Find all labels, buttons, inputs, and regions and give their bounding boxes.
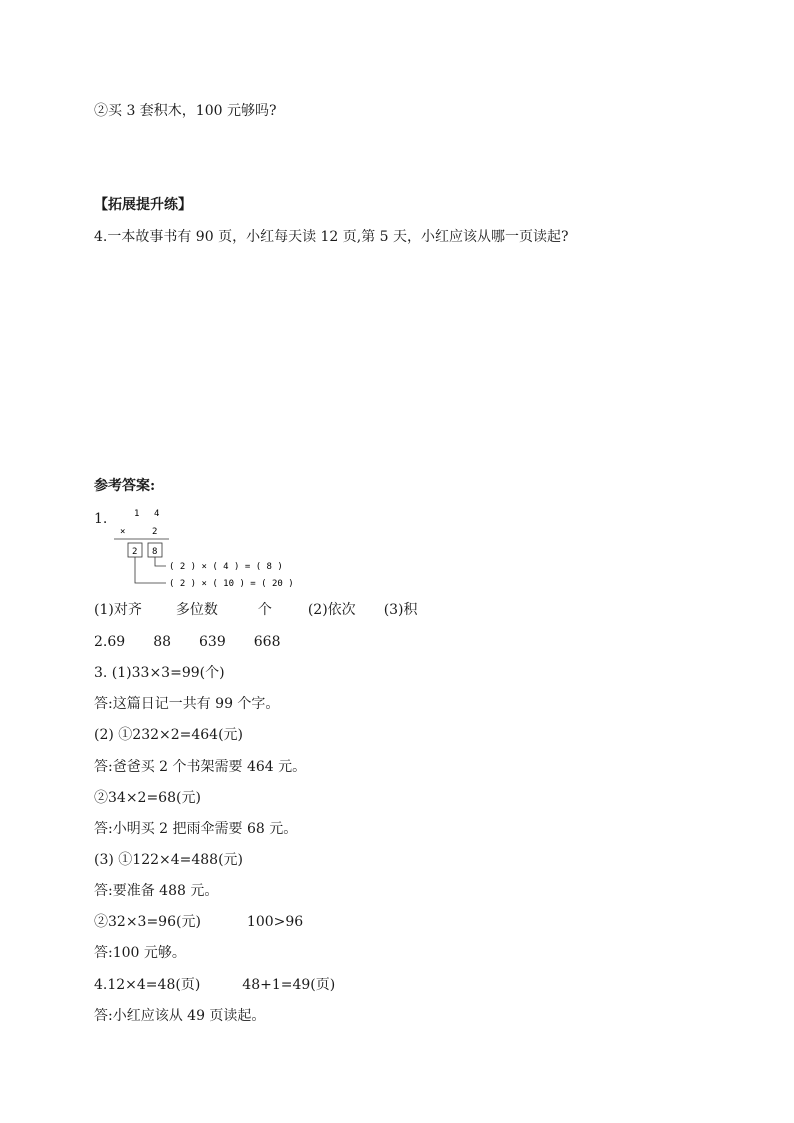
answer-2-value: 668 [253, 634, 281, 650]
answer-3-line: 答:要准备 488 元。 [94, 883, 219, 899]
answer-3-line-with-compare [94, 913, 303, 931]
question-2-part-2: ②买 3 套积木，100 元够吗? [94, 103, 277, 119]
top-digit: 4 [154, 509, 160, 519]
answer-3-line: ②34×2=68(元) [94, 790, 201, 806]
answer-3-line: (2) ①232×2=464(元) [94, 727, 244, 743]
answer-1-fill-items [94, 601, 418, 619]
fill-item: (3)积 [383, 602, 418, 618]
fill-item: 个 [257, 602, 272, 618]
answer-3-line: 答:小明买 2 把雨伞需要 68 元。 [94, 821, 298, 837]
top-digit: 1 [134, 509, 140, 519]
multiplier-digit: 2 [152, 527, 158, 537]
fill-item: (1)对齐 [94, 602, 142, 618]
section-title-extension: 【拓展提升练】 [94, 197, 192, 213]
answer-3-line: 答:爸爸买 2 个书架需要 464 元。 [94, 759, 307, 775]
answer-2-label: 2. [94, 634, 108, 650]
question-4: 4.一本故事书有 90 页，小红每天读 12 页,第 5 天，小红应该从哪一页读起? [94, 229, 569, 245]
fill-item: (2)依次 [307, 602, 356, 618]
answer-2-value: 88 [153, 634, 172, 650]
multiply-sign: × [120, 527, 126, 537]
answer-2-value: 639 [199, 634, 226, 650]
answer-3-line: 答:这篇日记一共有 99 个字。 [94, 696, 280, 712]
result-digit: 2 [132, 547, 138, 557]
connector-line [135, 557, 166, 583]
answer-3-line: (3) ①122×4=488(元) [94, 852, 244, 868]
answer-2 [94, 633, 280, 651]
answer-1-label: 1. [94, 511, 108, 527]
diagram-line-2: ( 2 ) × ( 10 ) = ( 20 ) [169, 579, 294, 589]
answer-3-compare: 100>96 [246, 914, 304, 930]
answer-2-value: 69 [107, 634, 126, 650]
result-digit: 8 [152, 547, 158, 557]
diagram-line-1: ( 2 ) × ( 4 ) = ( 8 ) [169, 562, 283, 572]
answer-3-line: 3. (1)33×3=99(个) [94, 665, 225, 681]
connector-line [155, 557, 166, 566]
answer-4-conclusion: 答:小红应该从 49 页读起。 [94, 1008, 266, 1024]
fill-item: 多位数 [175, 602, 218, 618]
answers-title: 参考答案: [94, 478, 156, 494]
answer-4-step-1: 4.12×4=48(页) [94, 977, 201, 993]
answer-3-line: 答:100 元够。 [94, 945, 186, 961]
answer-3-calc: ②32×3=96(元) [94, 914, 201, 930]
multiplication-diagram [94, 508, 294, 598]
answer-4-step-2: 48+1=49(页) [242, 977, 336, 993]
answer-4-calc [94, 976, 335, 994]
